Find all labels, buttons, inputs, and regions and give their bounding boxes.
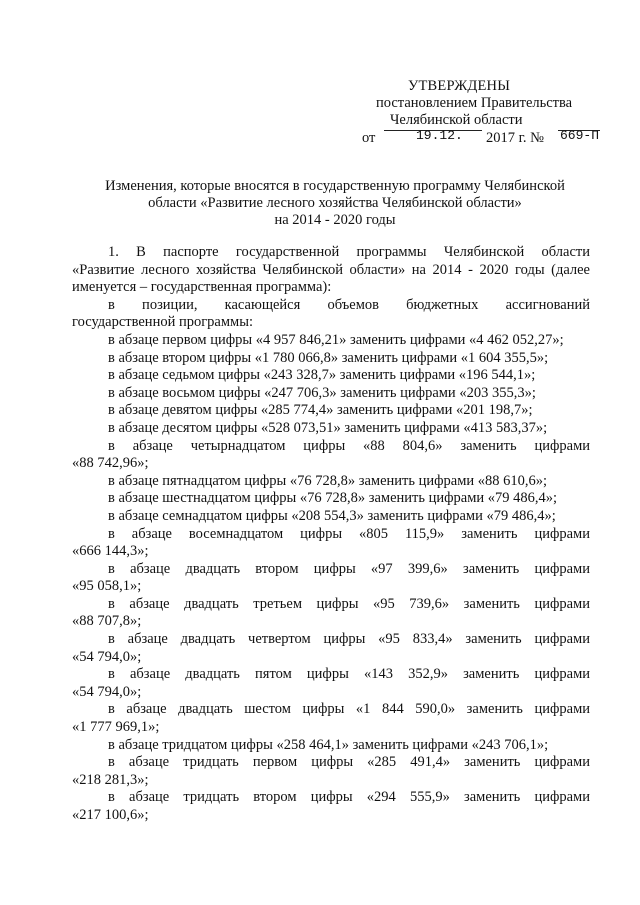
replacement-item: в абзаце тридцатом цифры «258 464,1» заменить цифрами «243 706,1»; — [108, 736, 549, 753]
paragraph-1-line-1: 1. В паспорте государственной программы Челябинской области — [108, 244, 590, 260]
replacement-item-continuation: «54 794,0»; — [72, 648, 142, 665]
replacement-item: в абзаце девятом цифры «285 774,4» заменить цифрами «201 198,7»; — [108, 402, 533, 419]
replacement-item: в абзаце двадцать четвертом цифры «95 833,4» заменить цифрами — [108, 631, 590, 648]
heading-line-3: на 2014 - 2020 годы — [274, 212, 396, 228]
replacement-item: в абзаце двадцать третьем цифры «95 739,6» заменить цифрами — [108, 595, 590, 612]
approval-line-2: Челябинской области — [390, 112, 523, 128]
from-label: от — [362, 130, 376, 146]
replacement-item: в абзаце четырнадцатом цифры «88 804,6» заменить цифрами — [108, 437, 590, 454]
replacement-item: в абзаце втором цифры «1 780 066,8» заменить цифрами «1 604 355,5»; — [108, 349, 549, 366]
replacement-item: в абзаце шестнадцатом цифры «76 728,8» заменить цифрами «79 486,4»; — [108, 490, 558, 507]
approved-title: УТВЕРЖДЕНЫ — [408, 78, 511, 94]
replacement-item: в абзаце тридцать втором цифры «294 555,9» заменить цифрами — [108, 789, 590, 806]
replacement-item: в абзаце двадцать пятом цифры «143 352,9» заменить цифрами — [108, 666, 590, 683]
replacement-item: в абзаце седьмом цифры «243 328,7» заменить цифрами «196 544,1»; — [108, 367, 536, 384]
paragraph-2-line-2: государственной программы: — [72, 314, 253, 331]
replacement-item: в абзаце первом цифры «4 957 846,21» заменить цифрами «4 462 052,27»; — [108, 331, 564, 348]
heading-line-1: Изменения, которые вносятся в государственную программу Челябинской — [105, 178, 565, 194]
approval-date-row — [362, 130, 602, 148]
document-body — [72, 244, 590, 825]
year-text: 2017 г. № — [486, 130, 545, 146]
paragraph-2-line-1: в позиции, касающейся объемов бюджетных ассигнований — [108, 296, 590, 313]
paragraph-1-line-2: «Развитие лесного хозяйства Челябинской области» на 2014 - 2020 годы (далее — [72, 261, 590, 278]
replacement-item: в абзаце пятнадцатом цифры «76 728,8» заменить цифрами «88 610,6»; — [108, 472, 548, 489]
approval-line-1: постановлением Правительства — [376, 95, 573, 111]
replacement-item-continuation: «95 058,1»; — [72, 578, 142, 595]
document-heading — [95, 178, 575, 229]
heading-line-2: области «Развитие лесного хозяйства Челябинской области» — [148, 195, 522, 211]
replacement-item: в абзаце семнадцатом цифры «208 554,3» заменить цифрами «79 486,4»; — [108, 507, 556, 524]
replacement-item-continuation: «1 777 969,1»; — [72, 719, 160, 736]
replacement-item-continuation: «88 742,96»; — [72, 455, 149, 472]
replacement-item: в абзаце восемнадцатом цифры «805 115,9» заменить цифрами — [108, 525, 590, 542]
replacement-item-continuation: «218 281,3»; — [72, 771, 149, 788]
replacement-item: в абзаце двадцать шестом цифры «1 844 590,0» заменить цифрами — [108, 701, 590, 718]
replacement-item-continuation: «88 707,8»; — [72, 613, 142, 630]
handwritten-date: 19.12. — [416, 128, 463, 143]
replacement-item-continuation: «217 100,6»; — [72, 807, 149, 823]
replacement-item: в абзаце восьмом цифры «247 706,3» заменить цифрами «203 355,3»; — [108, 384, 536, 401]
replacement-item-continuation: «54 794,0»; — [72, 683, 142, 700]
approval-block — [362, 78, 602, 148]
replacement-item: в абзаце двадцать втором цифры «97 399,6» заменить цифрами — [108, 560, 590, 577]
handwritten-number: 669-П — [560, 128, 600, 143]
replacement-item-continuation: «666 144,3»; — [72, 543, 149, 560]
replacement-item: в абзаце тридцать первом цифры «285 491,4» заменить цифрами — [108, 754, 590, 771]
paragraph-1-line-3: именуется – государственная программа): — [72, 279, 332, 296]
replacement-item: в абзаце десятом цифры «528 073,51» заменить цифрами «413 583,37»; — [108, 419, 548, 436]
